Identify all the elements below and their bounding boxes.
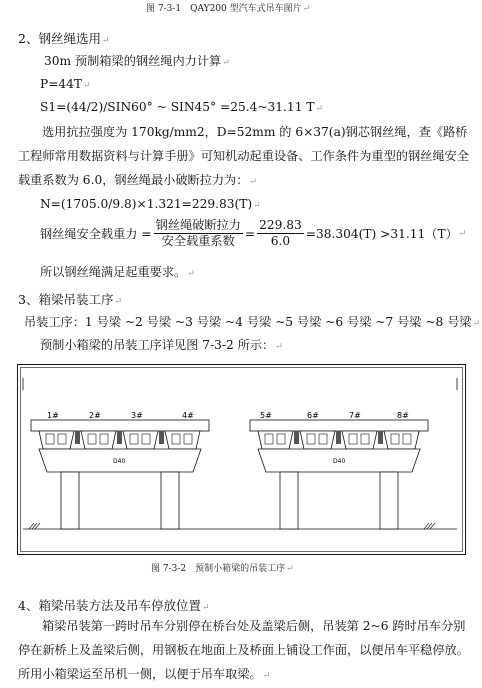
calc-intro: 30m 预制箱梁的钢丝绳内力计算↵ [44,54,230,68]
lifting-sequence-figure [17,364,466,555]
bridge-diagram [17,364,466,555]
beam-label-3: 3# [131,411,143,420]
lifting-method-paragraph: 箱梁吊装第一跨时吊车分别停在桥台处及盖梁后侧，吊装第 2~6 跨时吊车分别停在新桥上及盖梁后侧，用钢板在地面上及桥面上铺设工作面，以便吊车平稳停放。所用小箱梁运至吊机一侧，以便于吊车取梁。↵ [18,619,469,681]
column-right-a [280,472,298,529]
column-right-b [380,472,398,529]
column-left-b [161,472,179,529]
figure-caption-top: 图 7-3-1 QAY200 型汽车式吊车图片↵ [146,4,311,14]
beam-label-5: 5# [260,411,272,420]
pier-left [31,420,209,529]
safe-load-formula: 钢丝绳安全载重力 = $\frac{\text{钢丝绳破断拉力}}{\text{安全载重系数}}$ = $\frac{229.83}{6.0}$ =38.304(T) >31.11（T） ↵ [40,218,467,248]
deck-slab-right [250,420,428,431]
beam-label-1: 1# [47,411,59,420]
fraction-values: $\frac{229.83}{6.0}$ [259,218,302,248]
rope-conclusion: 所以钢丝绳满足起重要求。↵ [40,265,195,279]
rope-force-formula: S1=(44/2)/SIN60° ~ SIN45° =25.4~31.11 T↵ [40,100,323,114]
lifting-order: 吊装工序：1 号梁 ~2 号梁 ~3 号梁 ~4 号梁 ~5 号梁 ~6 号梁 ~7 号梁 ~8 号梁↵ [24,315,481,329]
ground-hatch-left [29,523,40,529]
section-heading-3: 3、箱梁吊装工序↵ [18,292,123,307]
beam-label-4: 4# [182,411,194,420]
fraction-breaking-over-factor: $\frac{\text{钢丝绳破断拉力}}{\text{安全载重系数}}$ [155,218,241,248]
beam-label-7: 7# [349,411,361,420]
pier-label-left: D40 [113,458,126,465]
section-heading-4: 4、箱梁吊装方法及吊车停放位置↵ [18,598,210,613]
deck-slab-left [31,420,209,431]
rope-selection-paragraph: 选用抗拉强度为 170kg/mm2，D=52mm 的 6×37(a)钢芯钢丝绳，查《路桥工程师常用数据资料与计算手册》可知机动起重设备、工作条件为重型的钢丝绳安全载重系数为 6.0，钢丝绳最小破断拉力为：↵ [18,125,469,187]
load-value: P=44T↵ [40,77,91,91]
section-heading-2: 2、钢丝绳选用↵ [18,31,110,46]
breaking-force-formula: N=(1705.0/9.8)×1.321=229.83(T)↵ [40,197,261,211]
figure-caption: 图 7-3-2 预制小箱梁的吊装工序↵ [151,564,294,574]
ground-hatch-right [424,523,435,529]
pier-right [250,420,428,529]
column-left-a [61,472,79,529]
beam-label-8: 8# [397,411,409,420]
pier-label-right: D40 [333,458,346,465]
figure-reference: 预制小箱梁的吊装工序详见图 7-3-2 所示：↵ [40,338,283,352]
beam-label-2: 2# [89,411,101,420]
beam-label-6: 6# [307,411,319,420]
